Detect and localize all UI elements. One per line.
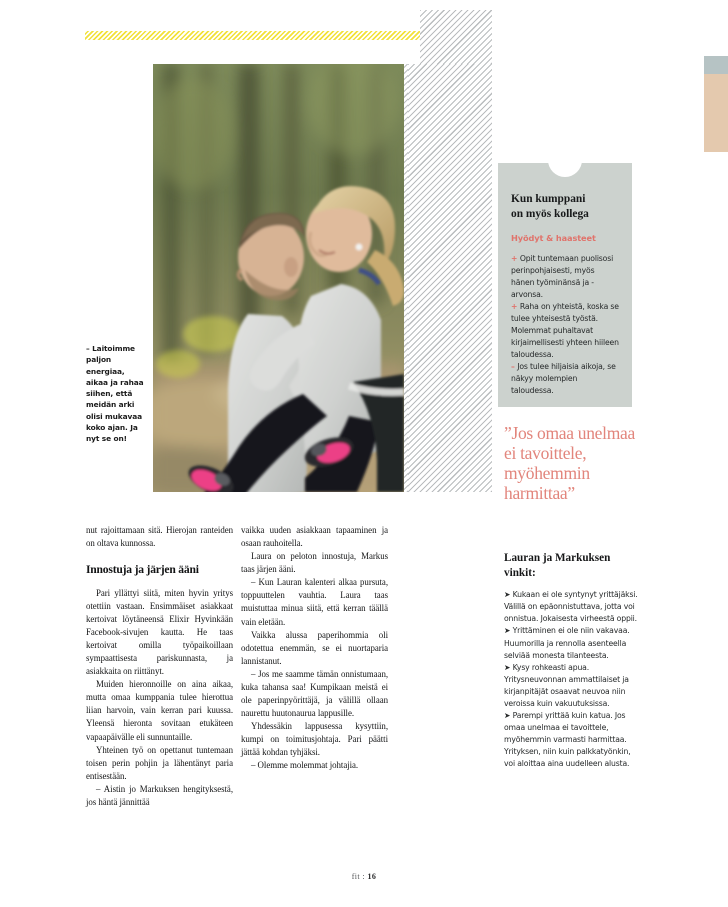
fact-box-item [511,361,620,397]
column2-continuation: vaikka uuden asiakkaan tapaaminen ja osaan rauhoitella. [241,525,388,549]
body-paragraph: – Olemme molemmat johtajia. [251,760,359,771]
edge-sliver-bottom [704,74,728,152]
tips-item [504,710,638,770]
fact-box [498,163,632,407]
tips-list [504,589,638,770]
body-column-2 [241,524,388,772]
arrow-bullet-icon: ➤ [504,662,513,672]
tips-title: Lauran ja Markuksen vinkit: [504,552,611,579]
body-paragraph: Vaikka alussa paperihommia oli odotettua enemmän, se ei nuortaparia lannistanut. [241,629,388,666]
body-paragraph: Pari yllättyi siitä, miten hyvin yritys otettiin vastaan. Ensimmäiset asiakkaat kertoivat löytäneensä Elixir Hyvinkään Facebook-sivujen kautta. He taas kertoivat omilla työpaikoillaan sympaattisesta pariskunnasta, ja asiakkaita on riittänyt. [86,587,233,677]
fact-box-list [511,253,620,397]
gray-hatch-side-decoration [404,64,492,492]
arrow-bullet-icon: ➤ [504,626,513,636]
body-paragraph: – Jos me saamme tämän onnistumaan, kuka tahansa saa! Kumpikaan meistä ei ole paperinpyörittäjä, ja välillä ollaan naurettu huutonaurua lappusille. [241,668,388,719]
column2-paragraphs [241,550,388,772]
fact-box-item [511,301,620,361]
fact-item-text: Jos tulee hiljaisia aikoja, se näkyy molempien taloudessa. [511,362,616,396]
fact-item-sign: + [511,254,520,264]
tips-item-text: Kukaan ei ole syntynyt yrittäjäksi. Välillä on epäonnistuttava, jotta voi onnistua. Jokaisesta virheestä oppii. [504,590,638,624]
tips-block [504,551,638,771]
column1-continuation: nut rajoittamaan sitä. Hierojan ranteiden on oltava kunnossa. [86,525,233,549]
tips-item [504,662,638,710]
tips-item [504,589,638,625]
fact-item-sign: + [511,302,520,312]
arrow-bullet-icon: ➤ [504,711,513,721]
fact-item-sign: – [511,362,518,372]
body-paragraph: Laura on peloton innostuja, Markus taas järjen ääni. [241,551,388,575]
fact-box-subtitle: Hyödyt & haasteet [511,233,596,244]
pull-quote: ”Jos omaa unelmaa ei tavoittele, myöhemmin harmittaa” [504,423,635,503]
footer-label: fit : [351,872,366,881]
fact-box-item [511,253,620,301]
column1-paragraphs [86,587,233,809]
body-paragraph: Yhdessäkin lappusessa kysyttiin, kumpi on toimitusjohtaja. Pari päätti jättää kohdan tyhjäksi. [241,721,388,758]
edge-sliver-top [704,56,728,74]
fact-item-text: Opit tuntemaan puolisosi perinpohjaisesti, myös hänen työminänsä ja -arvonsa. [511,254,614,300]
body-column-1 [86,524,233,809]
next-page-edge-sliver [704,56,728,152]
body-paragraph: – Aistin jo Markuksen hengityksestä, jos häntä jännittää [86,783,233,807]
tips-item-text: Kysy rohkeasti apua. Yritysneuvonnan ammattilaiset ja kirjanpitäjät osaavat neuvoa niin veroissa kuin vakuutuksissa. [504,662,629,708]
arrow-bullet-icon: ➤ [504,590,513,600]
tips-item-text: Yrittäminen ei ole niin vakavaa. Huumorilla ja rennolla asenteella selviää monesta tilanteesta. [504,626,630,660]
page-footer [0,872,728,881]
couple-running-forest-photo [153,64,404,492]
tips-item [504,625,638,661]
gray-hatch-top-decoration [420,10,492,64]
photo-caption: – Laitoimme paljon energiaa, aikaa ja rahaa siihen, että meidän arki olisi mukavaa koko ajan. Ja nyt se on! [86,344,144,443]
section-heading: Innostuja ja järjen ääni [86,563,199,577]
body-paragraph: Muiden hieronnoille on aina aikaa, mutta omaa kumppania tulee hierottua liian harvoin, vain kerran pari kuussa. Yleensä hieronta sovitaan etukäteen vapaapäivälle eli sunnuntaille. [86,679,233,742]
page-number: 16 [367,872,377,881]
fact-box-title: Kun kumppani on myös kollega [511,193,589,221]
body-paragraph: Yhteinen työ on opettanut tuntemaan toisen perin pohjin ja lähentänyt paria entisestään. [86,744,233,781]
tips-item-text: Parempi yrittää kuin katua. Jos omaa unelmaa ei tavoittele, myöhemmin varmasti harmittaa. Yrityksen, niin kuin palkkatyönkin, voi aloittaa aina uudelleen alusta. [504,711,631,769]
body-paragraph: – Kun Lauran kalenteri alkaa pursuta, toppuuttelen vauhtia. Laura taas muistuttaa minua siitä, että kerran täällä vain eletään. [241,577,388,627]
fact-item-text: Raha on yhteistä, koska se tulee yhteisestä työstä. Molemmat puhaltavat kirjaimellisesti yhteen hiileen taloudessa. [511,302,619,360]
